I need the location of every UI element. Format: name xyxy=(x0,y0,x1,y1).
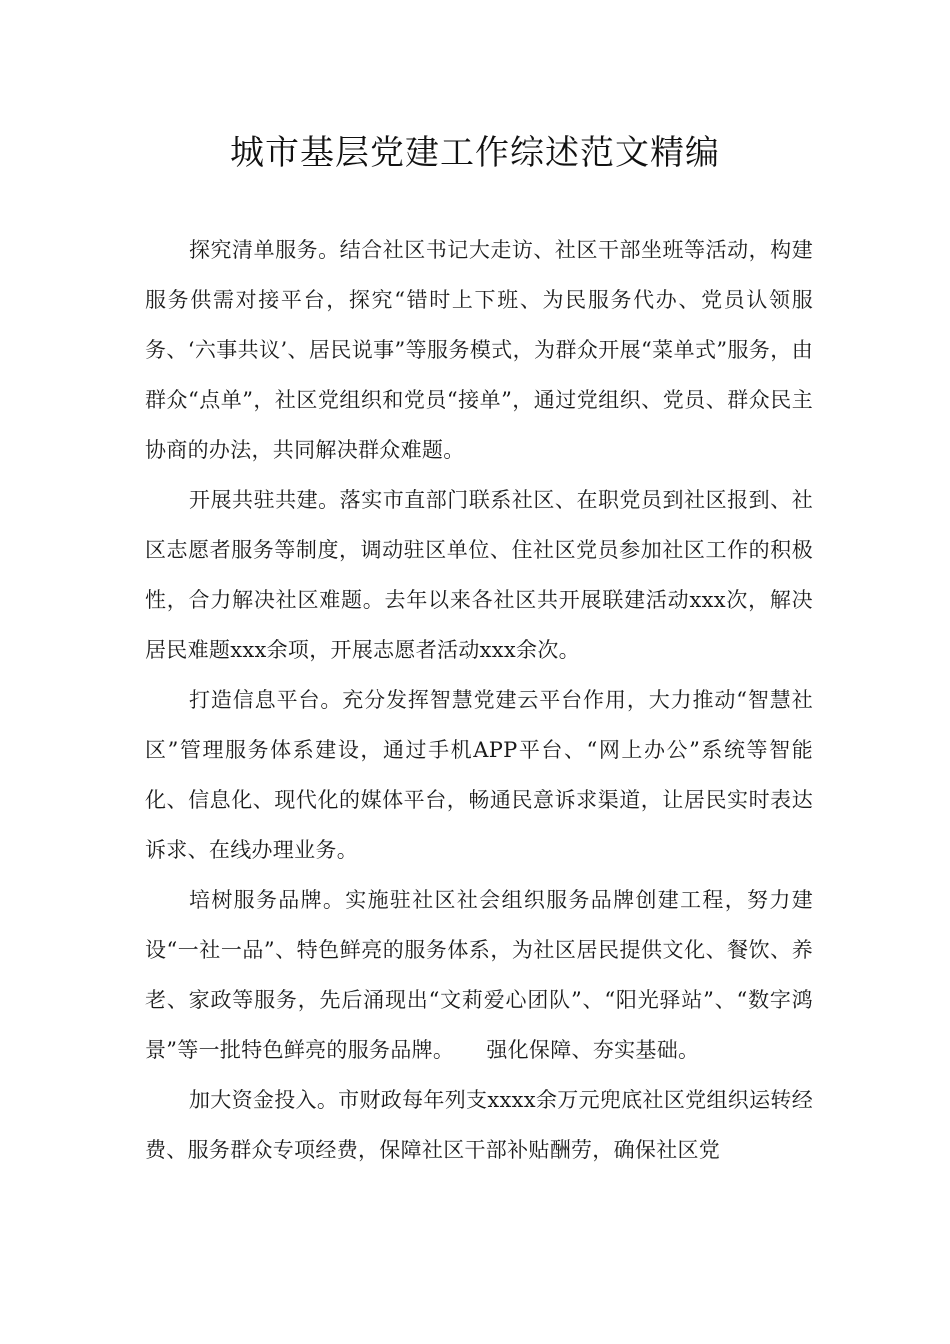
paragraph-information-platform: 打造信息平台。充分发挥智慧党建云平台作用，大力推动“智慧社区”管理服务体系建设，通过手机APP平台、“网上办公”系统等智能化、信息化、现代化的媒体平台，畅通民意诉求渠道，让居民实时表达诉求、在线办理业务。 xyxy=(145,688,813,862)
document-title: 城市基层党建工作综述范文精编 xyxy=(230,133,720,173)
paragraph-funding-investment: 加大资金投入。市财政每年列支xxxx余万元兜底社区党组织运转经费、服务群众专项经费，保障社区干部补贴酬劳，确保社区党 xyxy=(145,1088,813,1162)
paragraph-checklist-service: 探究清单服务。结合社区书记大走访、社区干部坐班等活动，构建服务供需对接平台，探究“错时上下班、为民服务代办、党员认领服务、‘六事共议’、居民说事”等服务模式，为群众开展“菜单式”服务，由群众“点单”，社区党组织和党员“接单”，通过党组织、党员、群众民主协商的办法，共同解决群众难题。 xyxy=(145,238,813,462)
paragraph-co-construction: 开展共驻共建。落实市直部门联系社区、在职党员到社区报到、社区志愿者服务等制度，调动驻区单位、住社区党员参加社区工作的积极性，合力解决社区难题。去年以来各社区共开展联建活动xxx次，解决居民难题xxx余项，开展志愿者活动xxx余次。 xyxy=(145,488,813,662)
paragraph-service-brand: 培树服务品牌。实施驻社区社会组织服务品牌创建工程，努力建设“一社一品”、特色鲜亮的服务体系，为社区居民提供文化、餐饮、养老、家政等服务，先后涌现出“文莉爱心团队”、“阳光驿站”、“数字鸿景”等一批特色鲜亮的服务品牌。 强化保障、夯实基础。 xyxy=(145,888,813,1062)
document-body xyxy=(145,225,813,1175)
